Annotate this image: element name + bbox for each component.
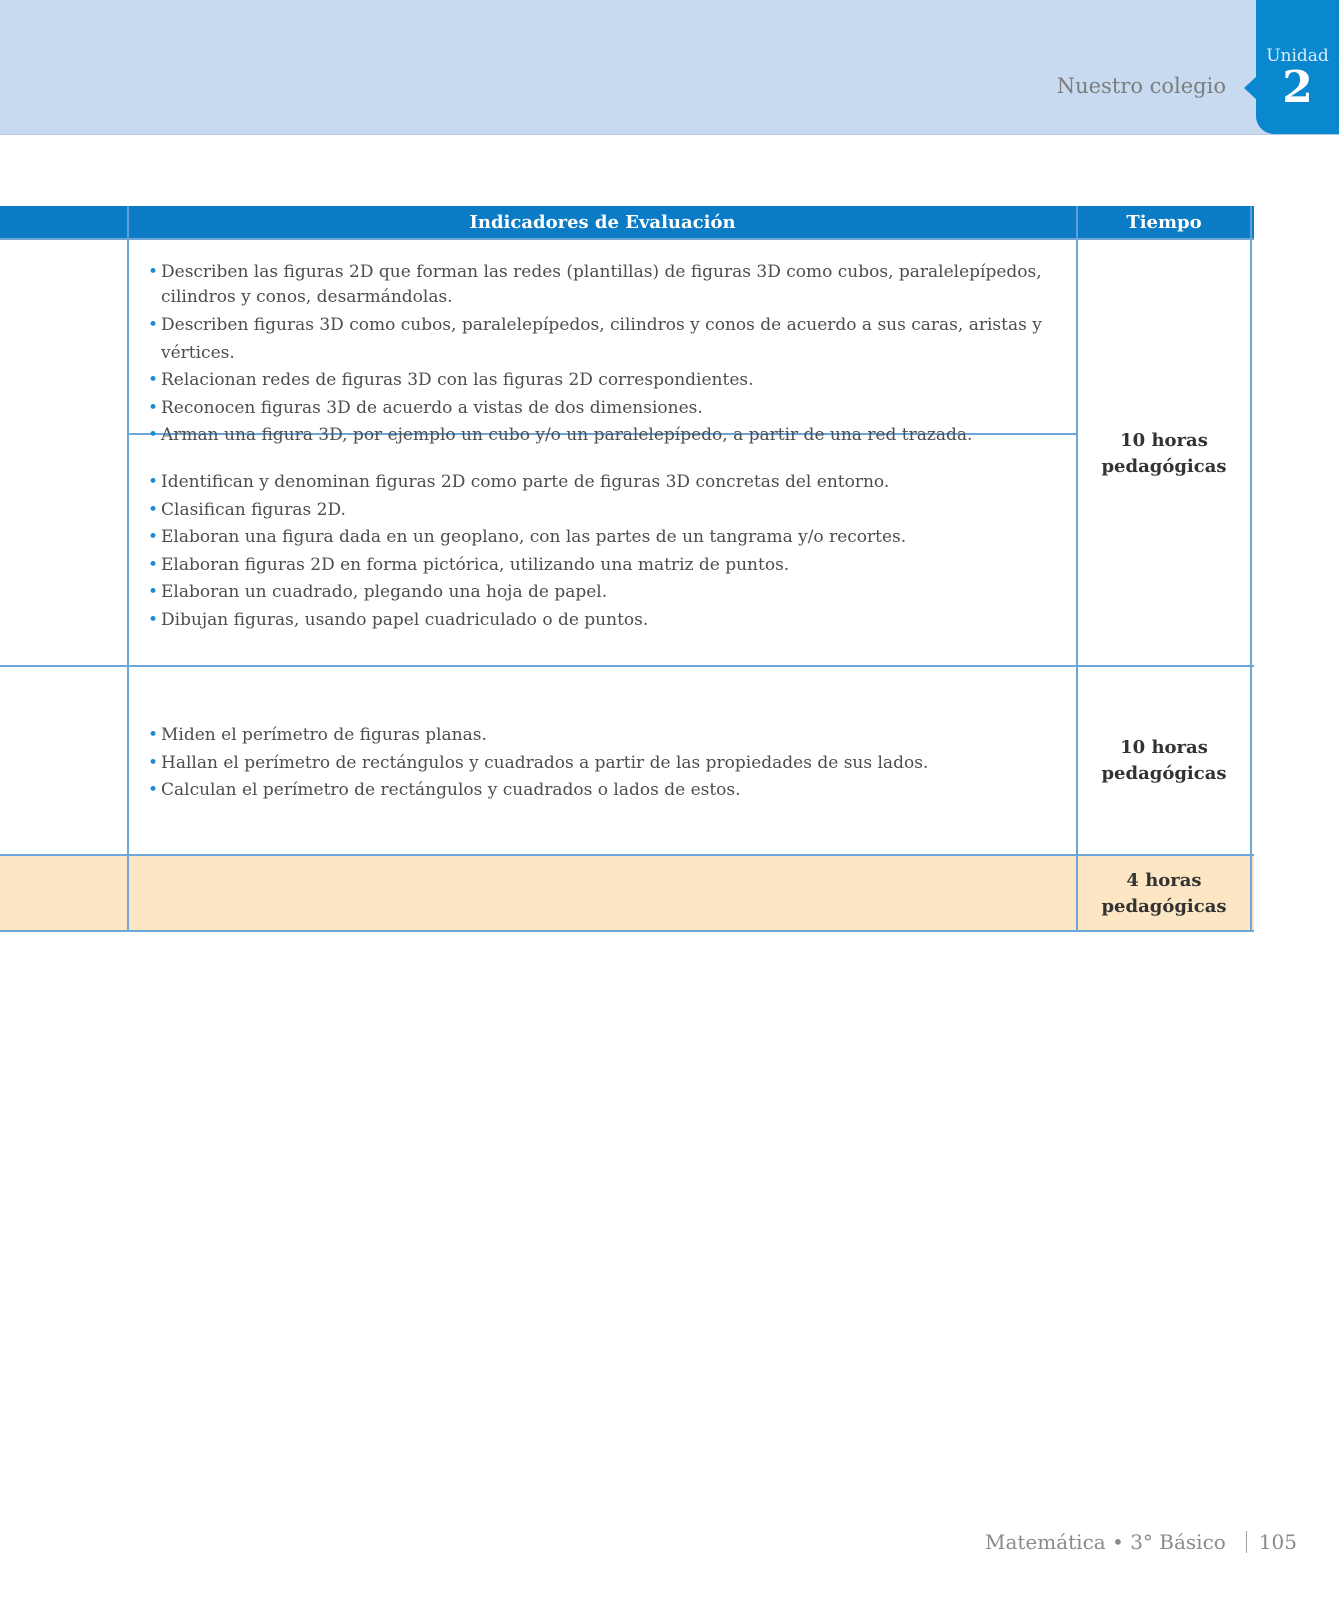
table-header-row bbox=[0, 206, 1254, 240]
indicator-group bbox=[129, 240, 1076, 445]
indicator-item: • Clasifican figuras 2D. bbox=[148, 497, 1076, 525]
column-header-tiempo: Tiempo bbox=[1078, 206, 1252, 238]
table-cell-left bbox=[0, 856, 129, 930]
indicator-item: • Describen figuras 3D como cubos, paralelepípedos, cilindros y conos de acuerdo a sus caras, aristas y vértices. bbox=[148, 312, 1076, 367]
time-unit: pedagógicas bbox=[1101, 456, 1227, 477]
indicator-item: • Dibujan figuras, usando papel cuadriculado o de puntos. bbox=[148, 607, 1076, 635]
indicator-item: • Reconocen figuras 3D de acuerdo a vistas de dos dimensiones. bbox=[148, 395, 1076, 423]
table-cell-left bbox=[0, 667, 129, 854]
header-band bbox=[0, 0, 1339, 135]
indicator-item: • Elaboran figuras 2D en forma pictórica, utilizando una matriz de puntos. bbox=[148, 552, 1076, 580]
time-hours: 10 horas bbox=[1120, 430, 1208, 451]
indicator-item: • Relacionan redes de figuras 3D con las figuras 2D correspondientes. bbox=[148, 367, 1076, 395]
indicator-group bbox=[129, 667, 1076, 856]
indicator-item: • Hallan el perímetro de rectángulos y cuadrados a partir de las propiedades de sus lados. bbox=[148, 750, 1076, 778]
indicator-list bbox=[148, 260, 1076, 450]
time-value bbox=[1078, 428, 1250, 480]
time-value bbox=[1078, 868, 1250, 920]
time-unit: pedagógicas bbox=[1101, 763, 1227, 784]
time-cell bbox=[1078, 667, 1252, 854]
table-cell-middle bbox=[129, 856, 1078, 930]
table-row bbox=[0, 240, 1254, 667]
time-unit: pedagógicas bbox=[1101, 896, 1227, 917]
footer-subject: Matemática • 3° Básico bbox=[984, 1530, 1226, 1554]
indicator-item: • Describen las figuras 2D que forman las redes (plantillas) de figuras 3D como cubos, paralelepípedos, cilindros y conos, desarmándolas. bbox=[148, 260, 1076, 312]
table-row bbox=[0, 667, 1254, 856]
column-header-indicadores: Indicadores de Evaluación bbox=[129, 206, 1078, 238]
planning-table bbox=[0, 206, 1254, 932]
unit-tab bbox=[1256, 0, 1339, 134]
time-cell bbox=[1078, 240, 1252, 665]
section-title: Nuestro colegio bbox=[1056, 74, 1226, 98]
indicator-item: • Miden el perímetro de figuras planas. bbox=[148, 722, 1076, 750]
evaluation-row bbox=[0, 856, 1254, 932]
page-footer bbox=[985, 1530, 1297, 1554]
time-hours: 10 horas bbox=[1120, 737, 1208, 758]
page-number: 105 bbox=[1258, 1530, 1297, 1554]
footer-divider bbox=[1246, 1531, 1247, 1553]
indicator-item: • Identifican y denominan figuras 2D como parte de figuras 3D concretas del entorno. bbox=[148, 469, 1076, 497]
unit-number: 2 bbox=[1282, 62, 1313, 113]
indicator-list bbox=[148, 722, 1076, 805]
table-cell-left bbox=[0, 240, 129, 665]
indicators-cell bbox=[129, 240, 1078, 665]
indicator-item: • Arman una figura 3D, por ejemplo un cubo y/o un paralelepípedo, a partir de una red trazada. bbox=[148, 422, 1076, 450]
time-value bbox=[1078, 735, 1250, 787]
indicator-item: • Elaboran una figura dada en un geoplano, con las partes de un tangrama y/o recortes. bbox=[148, 524, 1076, 552]
indicator-item: • Calculan el perímetro de rectángulos y cuadrados o lados de estos. bbox=[148, 777, 1076, 805]
indicator-list bbox=[148, 469, 1076, 634]
time-hours: 4 horas bbox=[1126, 870, 1202, 891]
indicators-cell bbox=[129, 667, 1078, 854]
time-cell bbox=[1078, 856, 1252, 930]
column-header-1 bbox=[0, 206, 129, 238]
unit-label: Unidad bbox=[1266, 46, 1329, 66]
indicator-item: • Elaboran un cuadrado, plegando una hoja de papel. bbox=[148, 579, 1076, 607]
indicator-group bbox=[129, 435, 1076, 667]
